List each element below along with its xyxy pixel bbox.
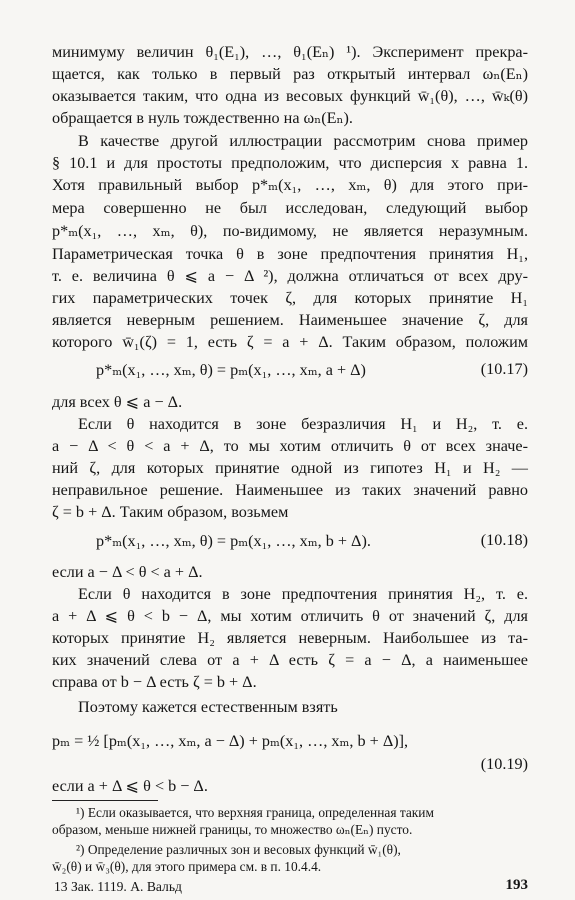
text-line: § 10.1 и для простоты предположим, что дисперсия x равна 1. (52, 154, 528, 172)
text-line: обращается в нуль тождественно на ωₙ(Eₙ). (52, 109, 353, 127)
text-line: неправильное решение. Наименьшее из таких значений равно (52, 481, 528, 499)
text-line: мера совершенно не был исследован, следующий выбор (52, 199, 528, 217)
paragraph-start: Поэтому кажется естественным взять (78, 698, 338, 716)
text-line: для всех θ ⩽ a − Δ. (52, 393, 183, 411)
text-line: оказывается таким, что одна из весовых функций w̄₁(θ), …, w̄ₖ(θ) (52, 87, 528, 105)
text-line: ний ζ, для которых принятие одной из гипотез H₁ и H₂ — (52, 459, 528, 477)
text-line: гих параметрических точек ζ, для которых принятие H₁ (52, 289, 528, 307)
equation-10-19: pₘ = ½ [pₘ(x₁, …, xₘ, a − Δ) + pₘ(x₁, …, xₘ, b + Δ)], (52, 732, 409, 750)
paragraph-start: Если θ находится в зоне предпочтения принятия H₂, т. е. (78, 585, 528, 603)
text-line: p*ₘ(x₁, …, xₘ, θ), по-видимому, не является неразумным. (52, 222, 528, 240)
text-line: ζ = b + Δ. Таким образом, возьмем (52, 503, 289, 521)
equation-number: (10.19) (480, 755, 528, 773)
text-line: если a − Δ < θ < a + Δ. (52, 563, 203, 581)
footnote-rule (52, 800, 158, 801)
footnote: образом, меньше нижней границы, то множество ωₙ(Eₙ) пусто. (52, 822, 413, 837)
paragraph-start: В качестве другой иллюстрации рассмотрим снова пример (78, 132, 528, 150)
text-line: Хотя правильный выбор p*ₘ(x₁, …, xₘ, θ) для этого при- (52, 176, 528, 194)
text-line: щается, как только в первый раз открытый интервал ωₙ(Eₙ) (52, 65, 528, 83)
text-line: т. е. величина θ ⩽ a − Δ ²), должна отличаться от всех дру- (52, 267, 528, 285)
footnote: ¹) Если оказывается, что верхняя граница, определенная таким (76, 805, 434, 820)
text-line: является неверным решением. Наименьшее значение ζ, для (52, 311, 528, 329)
text-line: a − Δ < θ < a + Δ, то мы хотим отличить θ от всех значе- (52, 437, 528, 455)
printer-signature: 13 Зак. 1119. А. Вальд (54, 879, 182, 894)
text-line: справа от b − Δ есть ζ = b + Δ. (52, 673, 257, 691)
text-line: a + Δ ⩽ θ < b − Δ, мы хотим отличить θ от значений ζ, для (52, 607, 528, 625)
equation-number: (10.18) (480, 531, 528, 549)
text-line: ких значений слева от a + Δ есть ζ = a − Δ, а наименьшее (52, 651, 528, 669)
text-line: если a + Δ ⩽ θ < b − Δ. (52, 777, 208, 795)
text-line: которого w̄₁(ζ) = 1, есть ζ = a + Δ. Таким образом, положим (52, 333, 528, 351)
paragraph-start: Если θ находится в зоне безразличия H₁ и H₂, т. е. (78, 415, 528, 433)
text-line: минимуму величин θ₁(E₁), …, θ₁(Eₙ) ¹). Эксперимент прекра- (52, 43, 528, 61)
text-line: Параметрическая точка θ в зоне предпочтения принятия H₁, (52, 245, 528, 263)
footnote: w̄₂(θ) и w̄₃(θ), для этого примера см. в п. 10.4.4. (52, 859, 322, 874)
page-number: 193 (505, 877, 528, 893)
equation-10-17: p*ₘ(x₁, …, xₘ, θ) = pₘ(x₁, …, xₘ, a + Δ) (96, 361, 366, 379)
text-line: которых принятие H₂ является неверным. Наибольшее из та- (52, 629, 528, 647)
equation-10-18: p*ₘ(x₁, …, xₘ, θ) = pₘ(x₁, …, xₘ, b + Δ). (96, 532, 371, 550)
footnote: ²) Определение различных зон и весовых функций w̄₁(θ), (76, 842, 401, 857)
equation-number: (10.17) (480, 360, 528, 378)
